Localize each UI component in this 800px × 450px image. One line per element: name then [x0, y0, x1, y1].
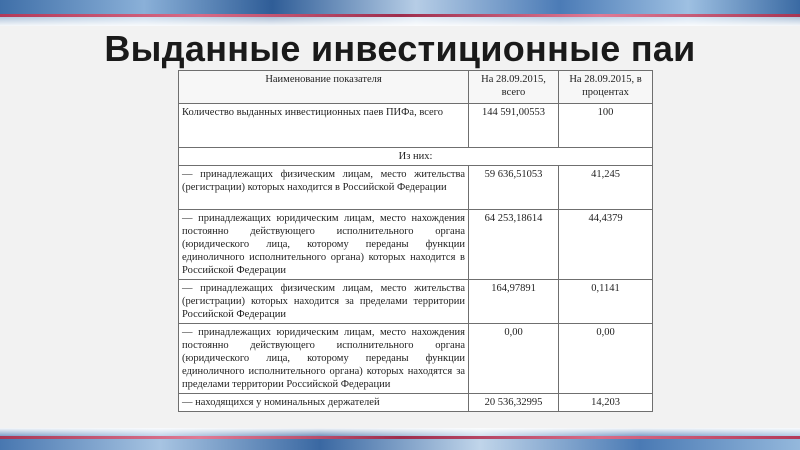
table-row — [179, 210, 653, 280]
bottom-decorative-band — [0, 428, 800, 450]
row-percent: 14,203 — [559, 394, 653, 412]
table-row-total — [179, 104, 653, 148]
subheader-of-which: Из них: — [179, 148, 653, 166]
header-total: На 28.09.2015, всего — [469, 71, 559, 104]
total-label: Количество выданных инвестиционных паев ПИФа, всего — [179, 104, 469, 148]
row-percent: 0,1141 — [559, 280, 653, 324]
row-total: 164,97891 — [469, 280, 559, 324]
row-total: 59 636,51053 — [469, 166, 559, 210]
row-total: 0,00 — [469, 324, 559, 394]
row-percent: 44,4379 — [559, 210, 653, 280]
row-label: — принадлежащих физическим лицам, место жительства (регистрации) которых находится за пределами территории Российской Федерации — [179, 280, 469, 324]
table-row — [179, 280, 653, 324]
investment-units-table — [178, 70, 653, 412]
row-total: 64 253,18614 — [469, 210, 559, 280]
row-percent: 0,00 — [559, 324, 653, 394]
total-value: 144 591,00553 — [469, 104, 559, 148]
table-row — [179, 394, 653, 412]
header-indicator-name: Наименование показателя — [179, 71, 469, 104]
row-label: — находящихся у номинальных держателей — [179, 394, 469, 412]
header-percent: На 28.09.2015, в процентах — [559, 71, 653, 104]
table-header-row — [179, 71, 653, 104]
row-label: — принадлежащих юридическим лицам, место нахождения постоянно действующего исполнительного органа (юридического лица, которому переданы функции единоличного исполнительного органа) которых находятся за пределами территории Российской Федерации — [179, 324, 469, 394]
total-percent: 100 — [559, 104, 653, 148]
slide-title: Выданные инвестиционные паи — [104, 28, 696, 69]
row-label: — принадлежащих физическим лицам, место жительства (регистрации) которых находится в Российской Федерации — [179, 166, 469, 210]
top-decorative-band — [0, 0, 800, 26]
table-row-subheader — [179, 148, 653, 166]
table-row — [179, 166, 653, 210]
row-label: — принадлежащих юридическим лицам, место нахождения постоянно действующего исполнительного органа (юридического лица, которому переданы функции единоличного исполнительного органа) которых находится в Российской Федерации — [179, 210, 469, 280]
row-total: 20 536,32995 — [469, 394, 559, 412]
table-row — [179, 324, 653, 394]
row-percent: 41,245 — [559, 166, 653, 210]
